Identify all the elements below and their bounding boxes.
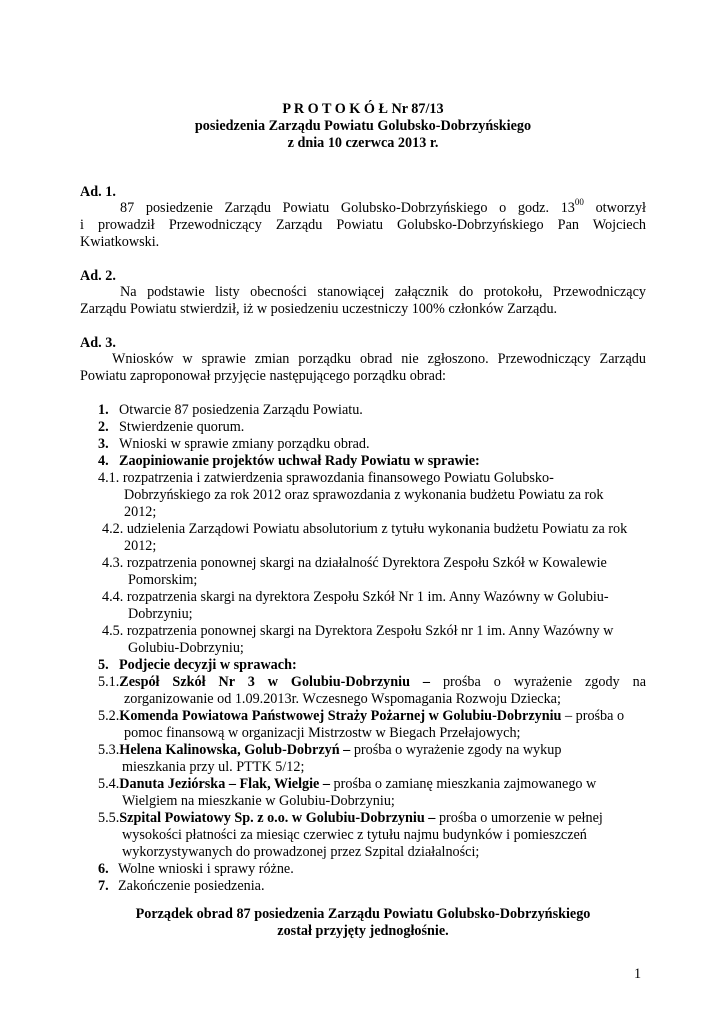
agenda-item-4-2-line1: 4.2. udzielenia Zarządowi Powiatu absolutorium z tytułu wykonania budżetu Powiatu za rok — [102, 521, 628, 537]
agenda-item-5-3-line1 — [98, 742, 561, 759]
agenda-item-4-3-line2: Pomorskim; — [128, 572, 198, 588]
agenda-item-7-number: 7. — [98, 878, 109, 894]
ad1-text-b: otworzył — [583, 200, 647, 216]
agenda-item-5-3-line2: mieszkania przy ul. PTTK 5/12; — [122, 759, 305, 775]
agenda-item-5: Podjecie decyzji w sprawach: — [119, 657, 297, 673]
agenda-item-5-2-request: – prośba o — [561, 708, 625, 724]
agenda-item-4-1-line2: Dobrzyńskiego za rok 2012 oraz sprawozdania z wykonania budżetu Powiatu za rok — [124, 487, 604, 503]
agenda-item-5-4-line2: Wielgiem na mieszkanie w Golubiu-Dobrzyniu; — [122, 793, 395, 809]
ad1-text-a: 87 posiedzenie Zarządu Powiatu Golubsko-Dobrzyńskiego o godz. 13 — [120, 200, 575, 216]
agenda-item-5-1-subject: Zespół Szkół Nr 3 w Golubiu-Dobrzyniu – — [119, 674, 431, 690]
agenda-item-5-1-line2: zorganizowanie od 1.09.2013r. Wczesnego Wspomagania Rozwoju Dziecka; — [124, 691, 561, 707]
ad1-time-superscript: 00 — [574, 197, 584, 208]
conclusion-line1: Porządek obrad 87 posiedzenia Zarządu Powiatu Golubsko-Dobrzyńskiego — [135, 906, 591, 922]
agenda-item-4-5-line2: Golubiu-Dobrzyniu; — [128, 640, 244, 656]
agenda-item-5-4-subject: Danuta Jeziórska – Flak, Wielgie – — [119, 776, 330, 792]
agenda-item-5-3-subject: Helena Kalinowska, Golub-Dobrzyń – — [119, 742, 351, 758]
ad2-paragraph-line2: Zarządu Powiatu stwierdził, iż w posiedzeniu uczestniczy 100% członków Zarządu. — [80, 301, 558, 317]
agenda-item-4-3-line1: 4.3. rozpatrzenia ponownej skargi na działalność Dyrektora Zespołu Szkół w Kowalewie — [102, 555, 607, 571]
document-date: z dnia 10 czerwca 2013 r. — [287, 135, 439, 151]
agenda-item-4-2-line2: 2012; — [124, 538, 157, 554]
agenda-item-1: Otwarcie 87 posiedzenia Zarządu Powiatu. — [119, 402, 363, 418]
ad1-paragraph-line3: Kwiatkowski. — [80, 234, 160, 250]
agenda-item-5-2-number: 5.2. — [98, 708, 120, 724]
agenda-item-5-5-line1 — [98, 810, 603, 827]
agenda-item-4-4-line1: 4.4. rozpatrzenia skargi na dyrektora Zespołu Szkół Nr 1 im. Anny Wazówny w Golubiu- — [102, 589, 609, 605]
ad3-paragraph-line1: Wniosków w sprawie zmian porządku obrad nie zgłoszono. Przewodniczący Zarządu — [112, 351, 646, 367]
agenda-item-5-1-request: prośba o wyrażenie zgody na — [430, 674, 646, 690]
agenda-item-6-number: 6. — [98, 861, 109, 877]
agenda-item-2: Stwierdzenie quorum. — [119, 419, 245, 435]
agenda-item-5-number: 5. — [98, 657, 109, 673]
agenda-item-3: Wnioski w sprawie zmiany porządku obrad. — [119, 436, 370, 452]
agenda-item-5-5-line2: wysokości płatności za miesiąc czerwiec z tytułu najmu budynków i pomieszczeń — [122, 827, 587, 843]
agenda-item-4-1-line3: 2012; — [124, 504, 157, 520]
agenda-item-1-number: 1. — [98, 402, 109, 418]
agenda-item-5-1-line1 — [98, 674, 646, 691]
agenda-item-5-3-number: 5.3. — [98, 742, 120, 758]
agenda-item-4-1-line1: 4.1. rozpatrzenia i zatwierdzenia sprawozdania finansowego Powiatu Golubsko- — [98, 470, 554, 486]
agenda-item-4-4-line2: Dobrzyniu; — [128, 606, 193, 622]
agenda-item-5-4-request: prośba o zamianę mieszkania zajmowanego w — [330, 776, 597, 792]
ad1-paragraph-line2: i prowadził Przewodniczący Zarządu Powiatu Golubsko-Dobrzyńskiego Pan Wojciech — [80, 217, 646, 233]
agenda-item-5-3-request: prośba o wyrażenie zgody na wykup — [350, 742, 562, 758]
agenda-item-5-5-line3: wykorzystywanych do prowadzonej przez Szpital działalności; — [122, 844, 480, 860]
agenda-item-4-number: 4. — [98, 453, 109, 469]
ad1-heading: Ad. 1. — [80, 184, 116, 200]
agenda-item-4: Zaopiniowanie projektów uchwał Rady Powiatu w sprawie: — [119, 453, 480, 469]
agenda-item-5-5-request: prośba o umorzenie w pełnej — [435, 810, 603, 826]
agenda-item-5-2-line2: pomoc finansową w organizacji Mistrzostw w Biegach Przełajowych; — [124, 725, 521, 741]
ad3-paragraph-line2: Powiatu zaproponował przyjęcie następującego porządku obrad: — [80, 368, 446, 384]
document-subtitle: posiedzenia Zarządu Powiatu Golubsko-Dobrzyńskiego — [194, 118, 532, 134]
agenda-item-5-2-subject: Komenda Powiatowa Państwowej Straży Pożarnej w Golubiu-Dobrzyniu — [119, 708, 562, 724]
ad2-heading: Ad. 2. — [80, 268, 116, 284]
agenda-item-3-number: 3. — [98, 436, 109, 452]
agenda-item-5-5-subject: Szpital Powiatowy Sp. z o.o. w Golubiu-Dobrzyniu – — [119, 810, 436, 826]
agenda-item-6: Wolne wnioski i sprawy różne. — [118, 861, 294, 877]
agenda-item-2-number: 2. — [98, 419, 109, 435]
agenda-item-5-5-number: 5.5. — [98, 810, 120, 826]
conclusion-line2: został przyjęty jednogłośnie. — [277, 923, 449, 939]
agenda-item-4-5-line1: 4.5. rozpatrzenia ponownej skargi na Dyrektora Zespołu Szkół nr 1 im. Anny Wazówny w — [102, 623, 614, 639]
ad1-paragraph-line1 — [80, 197, 647, 217]
agenda-item-5-1-number: 5.1. — [98, 674, 120, 690]
agenda-item-5-4-number: 5.4. — [98, 776, 120, 792]
page-number: 1 — [634, 966, 642, 982]
agenda-item-7: Zakończenie posiedzenia. — [118, 878, 265, 894]
ad2-paragraph-line1: Na podstawie listy obecności stanowiącej załącznik do protokołu, Przewodniczący — [120, 284, 646, 300]
document-title: P R O T O K Ó Ł Nr 87/13 — [282, 101, 444, 117]
agenda-item-5-2-line1 — [98, 708, 624, 725]
ad3-heading: Ad. 3. — [80, 335, 116, 351]
agenda-item-5-4-line1 — [98, 776, 596, 793]
